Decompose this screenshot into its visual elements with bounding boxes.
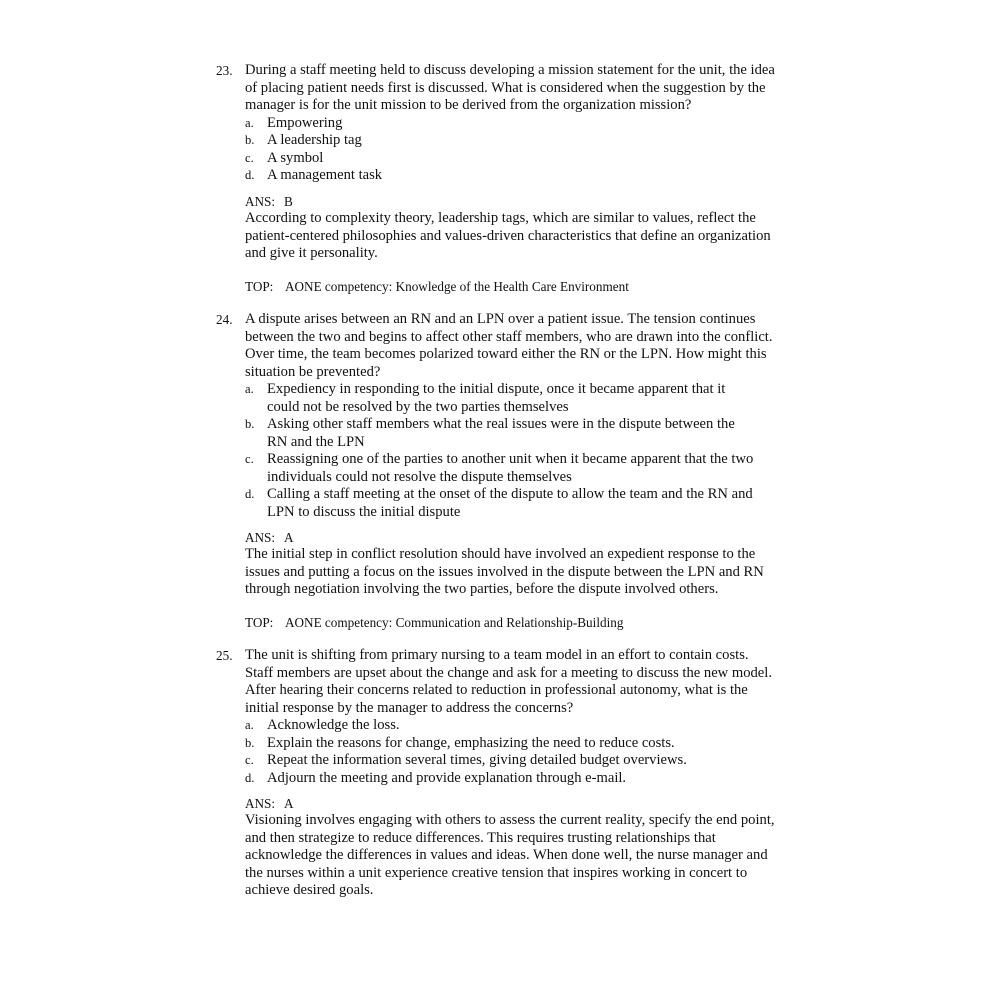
question-stem-line: Over time, the team becomes polarized toward either the RN or the LPN. How might this: [245, 346, 767, 362]
question-stem-line: A dispute arises between an RN and an LPN over a patient issue. The tension continues: [245, 311, 756, 327]
option-letter: a.: [245, 382, 254, 396]
rationale-line: the nurses within a unit experience creative tension that inspires working in concert to: [245, 864, 748, 881]
question-number: 24.: [216, 312, 233, 327]
rationale-line: through negotiation involving the two parties, before the dispute involved others.: [245, 581, 719, 597]
option-text: Asking other staff members what the real issues were in the dispute between the: [267, 416, 735, 432]
question-stem-line: of placing patient needs first is discussed. What is considered when the suggestion by the: [245, 79, 766, 96]
rationale-line: Visioning involves engaging with others to assess the current reality, specify the end point,: [245, 812, 775, 828]
option-text: Explain the reasons for change, emphasizing the need to reduce costs.: [267, 734, 675, 751]
answer-value: A: [284, 796, 294, 811]
option-text: A management task: [267, 167, 383, 183]
option-letter: d.: [245, 487, 255, 501]
option-text: individuals could not resolve the dispute themselves: [267, 468, 572, 485]
rationale-line: patient-centered philosophies and values-driven characteristics that define an organization: [245, 227, 771, 244]
rationale-line: issues and putting a focus on the issues involved in the dispute between the LPN and RN: [245, 563, 764, 580]
answer-label: ANS:: [245, 530, 276, 545]
option-text: LPN to discuss the initial dispute: [267, 503, 461, 520]
question-stem-line: During a staff meeting held to discuss developing a mission statement for the unit, the idea: [245, 62, 775, 78]
question-stem-line: Staff members are upset about the change and ask for a meeting to discuss the new model.: [245, 664, 772, 681]
option-letter: b.: [245, 417, 255, 431]
rationale-line: According to complexity theory, leadership tags, which are similar to values, reflect the: [245, 210, 756, 226]
option-text: Empowering: [267, 114, 343, 131]
option-letter: c.: [245, 150, 254, 165]
option-letter: d.: [245, 770, 255, 785]
option-text: Repeat the information several times, giving detailed budget overviews.: [267, 752, 687, 768]
option-letter: a.: [245, 115, 254, 130]
question-stem-line: initial response by the manager to address the concerns?: [245, 699, 574, 716]
option-letter: b.: [245, 133, 255, 147]
option-text: Expediency in responding to the initial dispute, once it became apparent that it: [267, 381, 726, 397]
rationale-line: and give it personality.: [245, 245, 378, 261]
rationale-line: and then strategize to reduce differences. This requires trusting relationships that: [245, 829, 716, 846]
answer-label: ANS:: [245, 796, 276, 811]
option-letter: c.: [245, 452, 254, 466]
question-stem-line: manager is for the unit mission to be derived from the organization mission?: [245, 97, 692, 113]
option-text: Calling a staff meeting at the onset of the dispute to allow the team and the RN and: [267, 486, 753, 502]
rationale-line: achieve desired goals.: [245, 882, 374, 898]
topic-label: TOP:: [245, 615, 274, 630]
answer-value: B: [284, 194, 293, 209]
topic-label: TOP:: [245, 279, 274, 294]
question-stem-line: between the two and begins to affect other staff members, who are drawn into the conflict.: [245, 328, 773, 345]
option-text: A symbol: [267, 149, 324, 166]
option-text: Adjourn the meeting and provide explanation through e-mail.: [267, 769, 627, 786]
question-number: 23.: [216, 63, 233, 78]
option-letter: c.: [245, 753, 254, 767]
option-text: RN and the LPN: [267, 433, 365, 450]
question-stem-line: The unit is shifting from primary nursing to a team model in an effort to contain costs.: [245, 647, 749, 663]
option-text: Reassigning one of the parties to another unit when it became apparent that the two: [267, 451, 754, 467]
rationale-line: The initial step in conflict resolution should have involved an expedient response to the: [245, 546, 756, 562]
question-number: 25.: [216, 648, 233, 663]
option-letter: b.: [245, 735, 255, 750]
topic-value: AONE competency: Communication and Relationship-Building: [285, 615, 624, 630]
topic-value: AONE competency: Knowledge of the Health Care Environment: [285, 279, 629, 294]
question-stem-line: After hearing their concerns related to reduction in professional autonomy, what is the: [245, 682, 748, 698]
option-letter: a.: [245, 718, 254, 732]
answer-value: A: [284, 530, 294, 545]
option-text: A leadership tag: [267, 132, 362, 148]
option-text: could not be resolved by the two parties themselves: [267, 398, 569, 415]
answer-label: ANS:: [245, 194, 276, 209]
rationale-line: acknowledge the differences in values and ideas. When done well, the nurse manager and: [245, 847, 768, 863]
question-stem-line: situation be prevented?: [245, 363, 381, 380]
option-text: Acknowledge the loss.: [267, 717, 400, 733]
option-letter: d.: [245, 168, 255, 182]
